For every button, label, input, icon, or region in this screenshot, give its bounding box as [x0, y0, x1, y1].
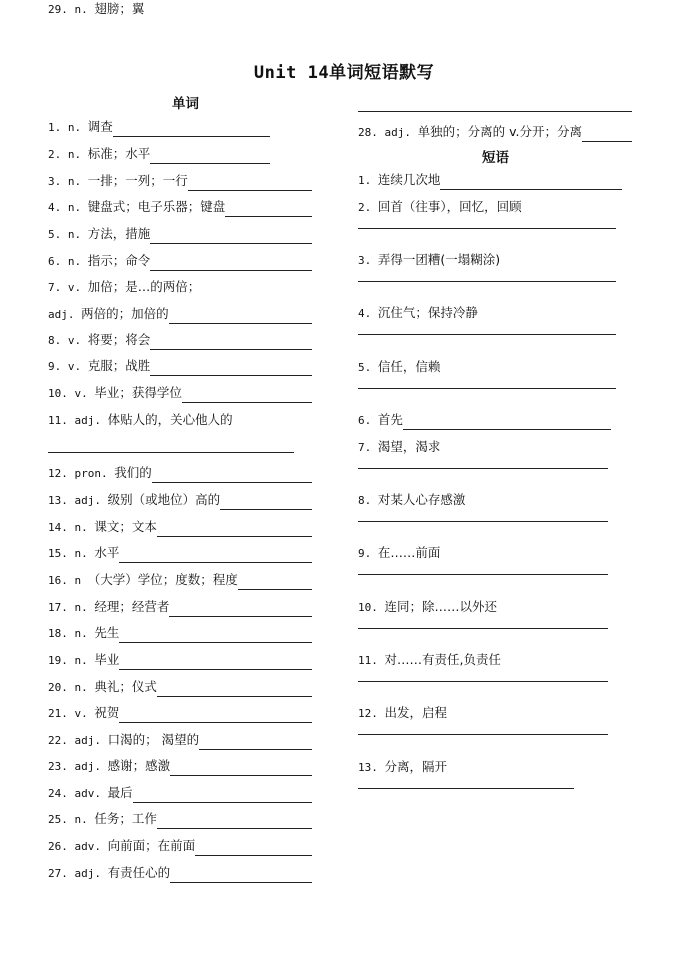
answer-blank[interactable] [182, 388, 312, 403]
word-item [48, 624, 312, 642]
word-item [48, 810, 312, 828]
answer-blank[interactable] [358, 281, 616, 282]
words-heading: 单词 [172, 96, 199, 112]
item-text: 经理；经营者 [94, 599, 170, 614]
item-text: 向前面；在前面 [107, 838, 196, 853]
item-text: 级别（或地位）高的 [107, 492, 221, 507]
item-text: 分离，隔开 [384, 759, 448, 774]
item-number: 21. v. [48, 707, 95, 720]
word-item [48, 305, 312, 323]
answer-blank[interactable] [195, 841, 312, 856]
word-item [48, 757, 312, 775]
item-text: 加倍；是…的两倍； [87, 279, 201, 294]
item-text: 两倍的；加倍的 [81, 306, 169, 321]
answer-blank[interactable] [170, 868, 312, 883]
item-text: 渴望，渴求 [377, 439, 441, 454]
word-item [48, 704, 312, 722]
item-number: 14. n. [48, 521, 95, 534]
answer-blank[interactable] [403, 415, 611, 430]
item-text: 键盘式；电子乐器；键盘 [87, 199, 226, 214]
item-text: 对某人心存感激 [377, 492, 466, 507]
word-item [48, 384, 312, 402]
item-number: 28. adj. [358, 126, 418, 139]
word-item [48, 491, 312, 509]
item-text: 将要；将会 [87, 332, 151, 347]
phrase-item [358, 704, 447, 722]
item-text: 最后 [107, 785, 133, 800]
answer-blank[interactable] [358, 388, 616, 389]
item-text: 口渴的； 渴望的 [107, 732, 200, 747]
answer-blank[interactable] [358, 111, 632, 112]
item-text: 回首（往事），回忆，回顾 [377, 199, 522, 214]
phrase-item [358, 171, 622, 189]
word-item [48, 864, 312, 882]
word-item [358, 123, 632, 141]
word-item [48, 357, 312, 375]
item-number: 23. adj. [48, 760, 108, 773]
item-text: 课文；文本 [94, 519, 157, 534]
item-number: 10. [358, 601, 385, 614]
item-number: 20. n. [48, 681, 95, 694]
item-text: 我们的 [114, 465, 152, 480]
item-number: 9. v. [48, 360, 88, 373]
answer-blank[interactable] [188, 176, 312, 191]
word-item [48, 837, 312, 855]
item-number: 12. [358, 707, 385, 720]
item-text: 一排；一列；一行 [87, 173, 188, 188]
word-item [48, 118, 270, 136]
word-item [48, 464, 312, 482]
item-text: 翅膀；翼 [94, 1, 145, 16]
item-number: 16. n [48, 574, 88, 587]
item-text: 任务；工作 [94, 811, 157, 826]
item-text: 标准；水平 [87, 146, 151, 161]
answer-blank[interactable] [225, 202, 312, 217]
item-number: 3. [358, 254, 378, 267]
item-number: 7. v. [48, 281, 88, 294]
item-number: 13. adj. [48, 494, 108, 507]
item-number: 11. [358, 654, 385, 667]
word-item [48, 678, 312, 696]
word-item [48, 172, 312, 190]
item-number: 4. [358, 307, 378, 320]
phrase-item [358, 304, 478, 322]
item-number: 6. [358, 414, 378, 427]
word-item [48, 518, 312, 536]
item-number: 5. n. [48, 228, 88, 241]
answer-blank[interactable] [358, 574, 608, 575]
answer-blank[interactable] [358, 628, 608, 629]
item-text: 体贴人的，关心他人的 [107, 412, 233, 427]
answer-blank[interactable] [358, 788, 574, 789]
item-number: 24. adv. [48, 787, 108, 800]
item-text: 调查 [87, 119, 113, 134]
word-item [48, 598, 312, 616]
word-item [48, 252, 312, 270]
word-item [48, 0, 144, 18]
word-item [48, 784, 312, 802]
item-text: 克服；战胜 [87, 358, 151, 373]
answer-blank[interactable] [133, 788, 312, 803]
answer-blank[interactable] [358, 334, 616, 335]
answer-blank[interactable] [150, 149, 270, 164]
phrase-item [358, 651, 501, 669]
item-text: 首先 [377, 412, 403, 427]
item-number: 9. [358, 547, 378, 560]
word-item [48, 651, 312, 669]
word-item [48, 571, 312, 589]
phrases-heading: 短语 [482, 150, 509, 166]
word-item [48, 731, 312, 749]
answer-blank[interactable] [220, 495, 312, 510]
answer-blank[interactable] [150, 335, 312, 350]
item-number: 22. adj. [48, 734, 108, 747]
word-item [48, 411, 233, 429]
phrase-item [358, 491, 465, 509]
item-number: 27. adj. [48, 867, 108, 880]
answer-blank[interactable] [48, 452, 294, 453]
phrase-item [358, 438, 440, 456]
item-number: 8. [358, 494, 378, 507]
item-number: 29. n. [48, 3, 95, 16]
item-text: 单独的；分离的 v.分开；分离 [417, 124, 582, 139]
item-text: 感谢；感激 [107, 758, 171, 773]
item-number: 2. n. [48, 148, 88, 161]
item-text: 毕业 [94, 652, 120, 667]
item-number: 19. n. [48, 654, 95, 667]
item-text: 弄得一团糟(一塌糊涂) [377, 252, 501, 267]
answer-blank[interactable] [150, 256, 312, 271]
item-text: 毕业；获得学位 [94, 385, 182, 400]
answer-blank[interactable] [157, 682, 312, 697]
item-number: adj. [48, 308, 82, 321]
answer-blank[interactable] [152, 468, 312, 483]
item-text: 方法，措施 [87, 226, 151, 241]
answer-blank[interactable] [170, 761, 312, 776]
phrase-item [358, 411, 611, 429]
item-number: 10. v. [48, 387, 95, 400]
answer-blank[interactable] [358, 228, 616, 229]
item-text: 在……前面 [377, 545, 441, 560]
item-text: 先生 [94, 625, 120, 640]
item-number: 1. [358, 174, 378, 187]
answer-blank[interactable] [119, 655, 312, 670]
item-number: 15. n. [48, 547, 95, 560]
answer-blank[interactable] [169, 309, 312, 324]
answer-blank[interactable] [119, 708, 312, 723]
answer-blank[interactable] [150, 361, 312, 376]
item-text: 水平 [94, 545, 120, 560]
answer-blank[interactable] [157, 522, 312, 537]
item-number: 13. [358, 761, 385, 774]
item-text: 出发，启程 [384, 705, 448, 720]
answer-blank[interactable] [150, 229, 312, 244]
answer-blank[interactable] [119, 628, 312, 643]
answer-blank[interactable] [582, 127, 632, 142]
item-number: 5. [358, 361, 378, 374]
word-item [48, 225, 312, 243]
phrase-item [358, 358, 440, 376]
item-number: 12. pron. [48, 467, 115, 480]
item-text: 连续几次地 [377, 172, 441, 187]
answer-blank[interactable] [358, 681, 608, 682]
item-number: 11. adj. [48, 414, 108, 427]
page-title: Unit 14单词短语默写 [253, 63, 435, 83]
phrase-item [358, 598, 497, 616]
answer-blank[interactable] [157, 814, 312, 829]
word-item [48, 331, 312, 349]
item-text: 典礼；仪式 [94, 679, 157, 694]
answer-blank[interactable] [119, 548, 312, 563]
answer-blank[interactable] [238, 575, 312, 590]
answer-blank[interactable] [199, 735, 312, 750]
item-text: 沉住气；保持冷静 [377, 305, 478, 320]
item-number: 1. n. [48, 121, 88, 134]
word-item [48, 198, 312, 216]
item-text: （大学）学位；度数；程度 [87, 572, 238, 587]
item-number: 25. n. [48, 813, 95, 826]
item-number: 7. [358, 441, 378, 454]
word-item [48, 278, 200, 296]
answer-blank[interactable] [358, 734, 608, 735]
answer-blank[interactable] [358, 521, 608, 522]
item-number: 2. [358, 201, 378, 214]
word-item [48, 544, 312, 562]
phrase-item [358, 758, 447, 776]
item-number: 4. n. [48, 201, 88, 214]
item-text: 信任，信赖 [377, 359, 441, 374]
answer-blank[interactable] [169, 602, 312, 617]
item-text: 对……有责任,负责任 [384, 652, 501, 667]
phrase-item [358, 198, 522, 216]
answer-blank[interactable] [113, 122, 270, 137]
item-number: 26. adv. [48, 840, 108, 853]
phrase-item [358, 544, 440, 562]
item-number: 17. n. [48, 601, 95, 614]
word-item [48, 145, 270, 163]
item-number: 18. n. [48, 627, 95, 640]
item-text: 指示；命令 [87, 253, 151, 268]
item-text: 连同；除……以外还 [384, 599, 498, 614]
phrase-item [358, 251, 500, 269]
item-text: 祝贺 [94, 705, 120, 720]
item-number: 3. n. [48, 175, 88, 188]
answer-blank[interactable] [358, 468, 608, 469]
item-number: 8. v. [48, 334, 88, 347]
answer-blank[interactable] [440, 175, 622, 190]
item-text: 有责任心的 [107, 865, 171, 880]
item-number: 6. n. [48, 255, 88, 268]
